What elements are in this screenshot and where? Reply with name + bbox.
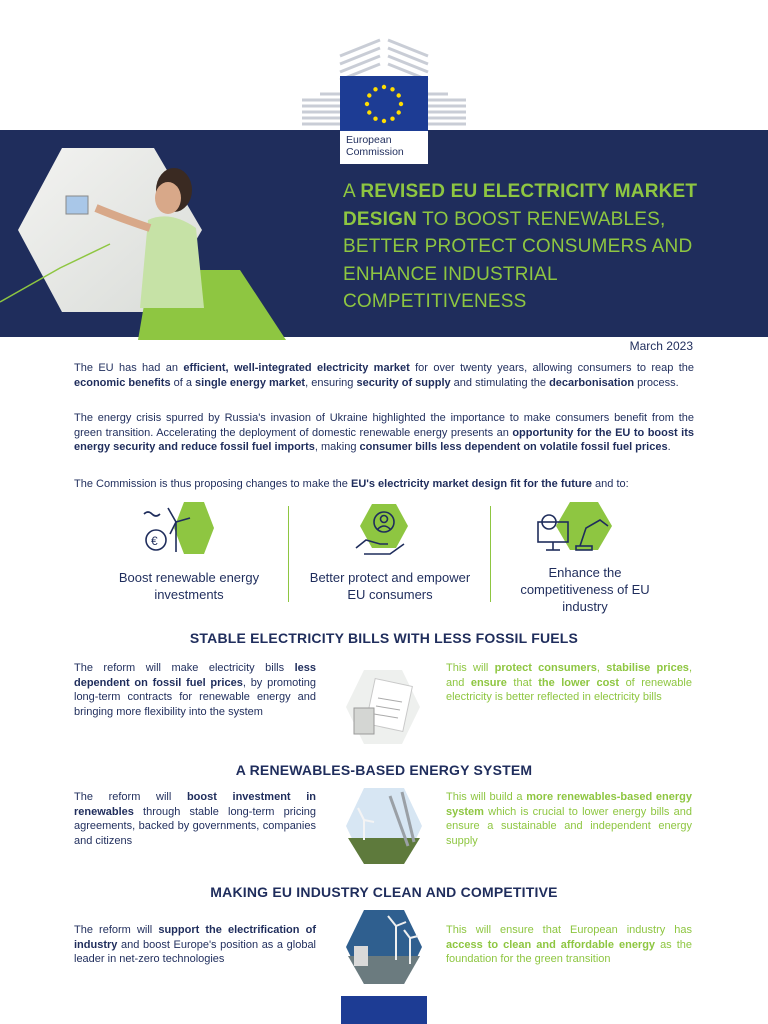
- intro-paragraph-1: [74, 361, 694, 390]
- text: that: [506, 676, 539, 689]
- emphasis: stabilise prices: [606, 662, 689, 674]
- wind-turbine-photo: [344, 786, 424, 866]
- page-title: [343, 178, 743, 316]
- logo-text: [346, 134, 404, 158]
- title-prefix: A: [343, 181, 361, 202]
- emphasis: opportunity for the EU to boost its energy security and reduce fossil fuel imports: [74, 426, 694, 454]
- text: , making: [314, 441, 360, 454]
- text: for over twenty years, allowing consumers to reap the: [409, 362, 695, 374]
- emphasis: decarbonisation: [549, 376, 635, 389]
- text: , and: [446, 662, 692, 689]
- emphasis: the lower cost: [538, 676, 620, 689]
- emphasis: EU's electricity market design fit for the future: [350, 478, 592, 490]
- emphasis: economic benefits: [74, 376, 171, 389]
- section-heading-2: A RENEWABLES-BASED ENERGY SYSTEM: [235, 762, 533, 778]
- text: This will: [446, 662, 495, 674]
- intro-paragraph-3: [74, 477, 694, 492]
- text: The reform will: [74, 924, 159, 936]
- electricity-bill-photo: [344, 668, 422, 746]
- emphasis: consumer bills less dependent on volatile fossil fuel prices: [359, 441, 668, 454]
- title-bold: REVISED EU ELECTRICITY MARKET DESIGN: [343, 181, 698, 230]
- text: and boost Europe's position as a global leader in net-zero technologies: [74, 938, 316, 966]
- wind-turbine-euro-icon: [140, 500, 216, 556]
- eu-stars-icon: [340, 76, 428, 131]
- emphasis: support the electrification of industry: [74, 924, 316, 951]
- text: which is crucial to lower energy bills and ensure a sustainable and independent energy supply: [446, 805, 692, 847]
- emphasis: boost investment in renewables: [74, 791, 316, 818]
- pillar-label-3: Enhance the competitiveness of EU industry: [520, 565, 650, 614]
- pillar-divider: [288, 506, 289, 602]
- publication-date: March 2023: [629, 339, 693, 353]
- section-3-left-text: [74, 923, 316, 967]
- section-1-right-text: [446, 661, 692, 705]
- pillar-label-2: Better protect and empower EU consumers: [309, 570, 471, 602]
- text: through stable long-term pricing agreements, backed by governments, companies and citizens: [74, 805, 316, 847]
- text: ,: [596, 662, 607, 674]
- section-heading-1: STABLE ELECTRICITY BILLS WITH LESS FOSSIL FUELS: [189, 630, 579, 646]
- text: and stimulating the: [450, 376, 550, 389]
- section-2-left-text: [74, 790, 316, 848]
- emphasis: security of supply: [356, 376, 451, 389]
- industry-turbines-photo: [344, 908, 424, 986]
- text: of renewable electricity is better reflected in electricity bills: [446, 676, 692, 704]
- text: This will build a: [446, 791, 527, 803]
- emphasis: protect consumers: [494, 662, 597, 674]
- emphasis: less dependent on fossil fuel prices: [74, 662, 316, 689]
- hero-hexagon-photo: [0, 148, 300, 340]
- title-rest: TO BOOST RENEWABLES, BETTER PROTECT CONSUMERS AND ENHANCE INDUSTRIAL COMPETITIVENESS: [343, 208, 693, 312]
- section-3-right-text: [446, 923, 692, 967]
- section-1-left-text: [74, 661, 316, 719]
- pillar-label-1: Boost renewable energy investments: [118, 570, 260, 602]
- text: The EU has had an: [74, 362, 184, 374]
- section-2-right-text: [446, 790, 692, 848]
- text: process.: [634, 376, 679, 389]
- footer-bar: [341, 996, 427, 1024]
- emphasis: efficient, well-integrated electricity market: [183, 362, 410, 374]
- text: and to:: [592, 478, 629, 490]
- emphasis: more renewables-based energy system: [446, 791, 692, 818]
- text: , by promoting long-term contracts for renewable energy and bringing more flexibility into the system: [74, 676, 316, 718]
- industry-robot-icon: [536, 500, 616, 556]
- emphasis: access to clean and affordable energy: [446, 938, 656, 951]
- eu-flag: [340, 76, 428, 131]
- section-heading-3: MAKING EU INDUSTRY CLEAN AND COMPETITIVE: [210, 884, 558, 900]
- pillar-divider: [490, 506, 491, 602]
- text: The Commission is thus proposing changes to make the: [74, 478, 351, 490]
- text: This will ensure that European industry has: [446, 924, 692, 936]
- logo-line-2: Commission: [346, 146, 404, 158]
- svg-text:€: €: [151, 534, 158, 548]
- text: .: [667, 441, 671, 454]
- text: The reform will make electricity bills: [74, 662, 295, 674]
- consumer-hand-icon: [352, 500, 416, 558]
- intro-paragraph-2: [74, 411, 694, 455]
- text: of a: [170, 376, 196, 389]
- emphasis: single energy market: [195, 376, 306, 389]
- logo-line-1: European: [346, 134, 392, 146]
- text: as the foundation for the green transition: [446, 938, 692, 966]
- text: , ensuring: [305, 376, 357, 389]
- text: The energy crisis spurred by Russia's invasion of Ukraine highlighted the importance to make consumers benefit from the green transition. Accelerating the deployment of domestic renewable energy presents an: [74, 412, 694, 439]
- emphasis: ensure: [470, 676, 507, 689]
- text: The reform will: [74, 791, 187, 803]
